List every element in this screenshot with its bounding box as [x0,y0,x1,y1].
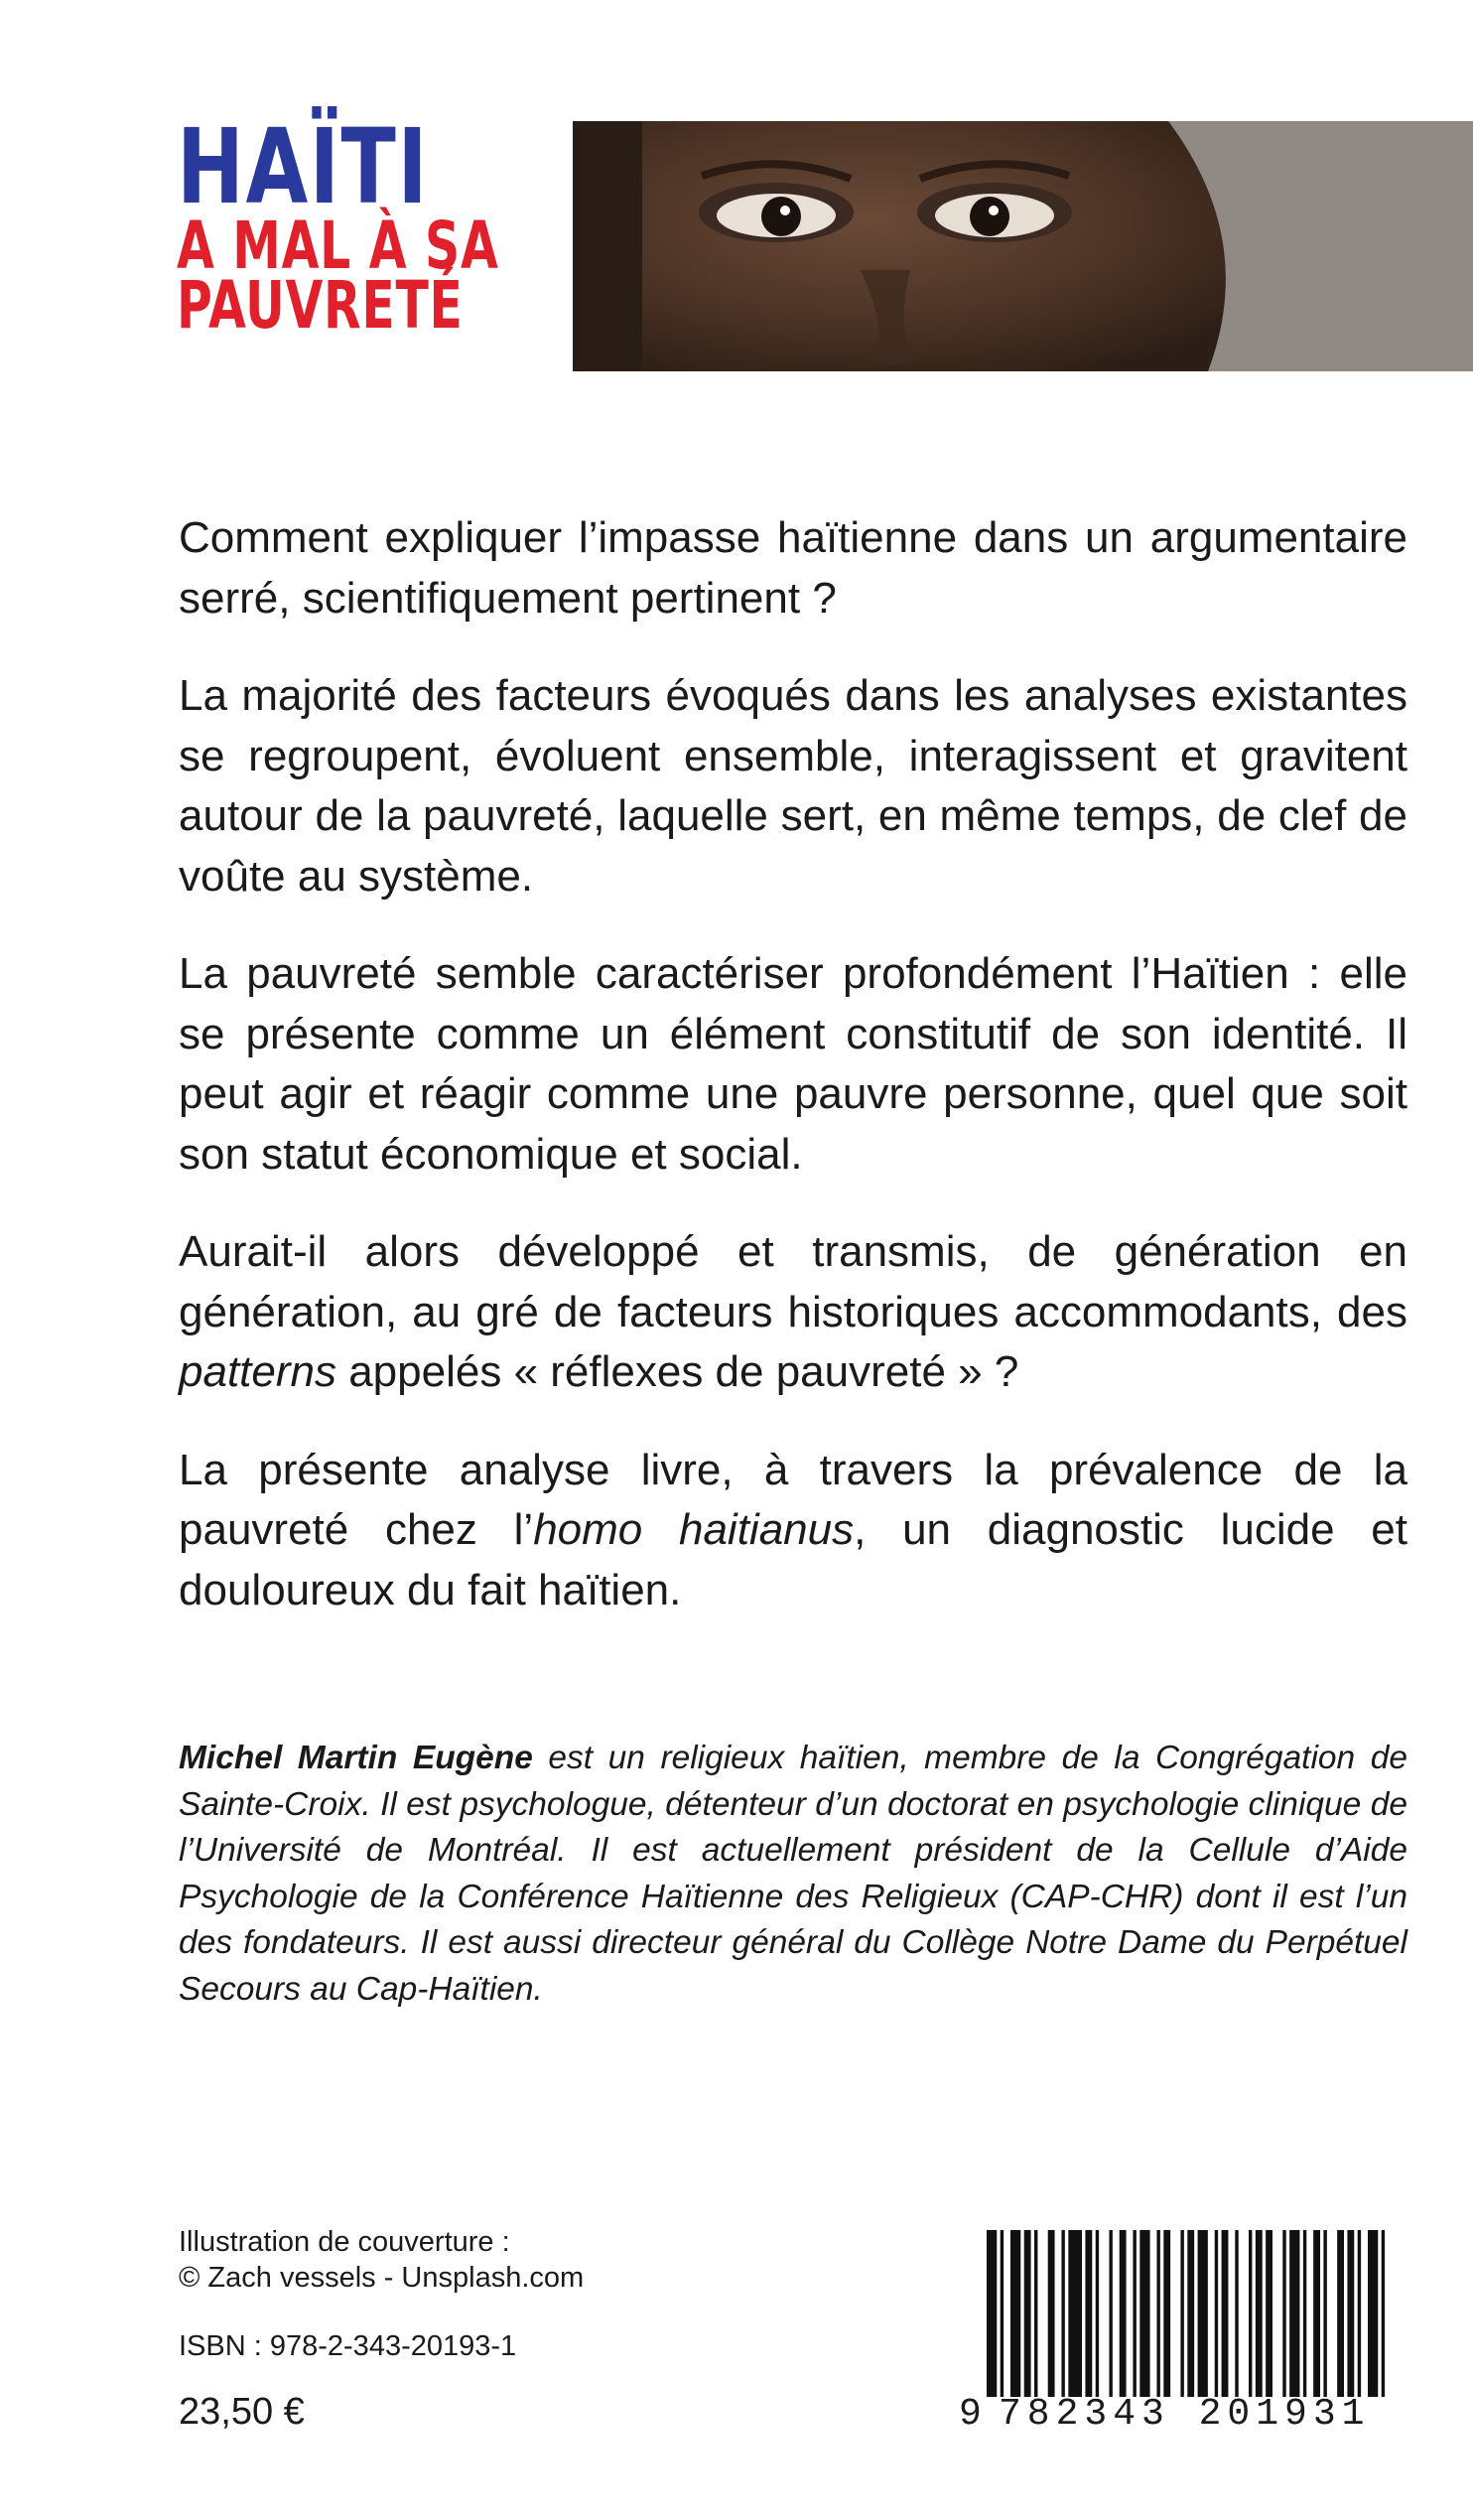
barcode-bar [1222,2230,1229,2397]
barcode-bar [1282,2230,1285,2397]
illustration-credits [179,2224,735,2296]
author-name: Michel Martin Eugène [179,1740,533,1776]
barcode-bar [1061,2230,1064,2397]
barcode-bar [1347,2230,1354,2397]
barcode-bar [1024,2230,1031,2397]
barcode-bar [1323,2230,1326,2397]
barcode-bar [1198,2230,1208,2397]
barcode-bar [1001,2230,1004,2397]
price-text: 23,50 € [179,2391,305,2433]
barcode-bar [1133,2230,1136,2397]
barcode-bars [987,2230,1392,2397]
title-line-pauvrete: PAUVRETÉ [177,267,464,344]
barcode-bar [1358,2230,1361,2397]
barcode-bar [1256,2230,1263,2397]
barcode-bar [1187,2230,1194,2397]
p5-emphasis: homo haitianus [533,1505,855,1554]
barcode-bar [1048,2230,1055,2397]
summary-paragraph-2: La majorité des facteurs évoqués dans les analyses existantes se regroupent, évoluent ensemble, interagissent et gravitent autour de la pauvreté, laquelle sert, en même temps, de clef de voûte au système. [179,671,1407,901]
child-face-illustration [573,121,1473,371]
barcode-bar [1382,2230,1385,2397]
barcode-bar [1368,2230,1378,2397]
p4-emphasis: patterns [179,1347,336,1396]
barcode-bar [1163,2230,1170,2397]
barcode-bar [1215,2230,1218,2397]
barcode [959,2228,1425,2443]
barcode-bar [1313,2230,1320,2397]
barcode-bar [1085,2230,1092,2397]
summary-paragraph-3: La pauvreté semble caractériser profondément l’Haïtien : elle se présente comme un élément constitutif de son identité. Il peut agir et réagir comme une pauvre personne, quel que soit son statut économique et social. [179,949,1407,1179]
cover-title [177,106,504,344]
p5-text-b: , un diagnostic lucide et douloureux du fait haïtien. [179,1505,1408,1614]
barcode-bar [1010,2230,1020,2397]
barcode-bar [1180,2230,1183,2397]
barcode-bar [1034,2230,1037,2397]
back-cover-summary [179,508,1407,1658]
summary-paragraph-4 [179,1222,1407,1403]
summary-paragraph-5 [179,1441,1407,1621]
barcode-bar [1266,2230,1272,2397]
barcode-bar [1096,2230,1099,2397]
barcode-bar [1139,2230,1149,2397]
barcode-bar [1068,2230,1082,2397]
barcode-first-digit: 9 [959,2393,983,2436]
credits-line-2: © Zach vessels - Unsplash.com [179,2262,585,2294]
barcode-bar [1120,2230,1127,2397]
barcode-rest-digits: 782343 201931 [999,2393,1371,2436]
barcode-bar [1109,2230,1112,2397]
barcode-bar [1303,2230,1306,2397]
barcode-bar [1249,2230,1252,2397]
p4-text-b: appelés « réflexes de pauvreté » ? [335,1347,1019,1396]
summary-paragraph-1: Comment expliquer l’impasse haïtienne dans un argumentaire serré, scientifiquement pertinent ? [179,513,1407,623]
title-line-haiti: HAÏTI [177,106,430,227]
barcode-bar [1156,2230,1159,2397]
p4-text-a: Aurait-il alors développé et transmis, de génération en génération, au gré de facteurs historiques accommodants, des [179,1227,1407,1336]
author-bio [179,1736,1407,2013]
barcode-bar [1337,2230,1344,2397]
title-line-a-mal: A MAL À SA [177,208,499,284]
barcode-bar [1289,2230,1299,2397]
barcode-bar [1235,2230,1238,2397]
isbn-text: ISBN : 978-2-343-20193-1 [179,2330,517,2362]
author-bio-text: est un religieux haïtien, membre de la Congrégation de Sainte-Croix. Il est psychologue, détenteur d’un doctorat en psychologie clinique de l’Université de Montréal. Il est actuellement président de la Cellule d’Aide Psychologie de la Conférence Haïtienne des Religieux (CAP-CHR) dont il est l’un des fondateurs. Il est aussi directeur général du Collège Notre Dame du Perpétuel Secours au Cap-Haïtien. [179,1740,1407,2008]
credits-line-1: Illustration de couverture : [179,2226,510,2258]
p5-text-a: La présente analyse livre, à travers la prévalence de la pauvreté chez l’ [179,1445,1407,1554]
barcode-bar [987,2230,997,2397]
cover-photo-child-eyes [573,121,1473,371]
